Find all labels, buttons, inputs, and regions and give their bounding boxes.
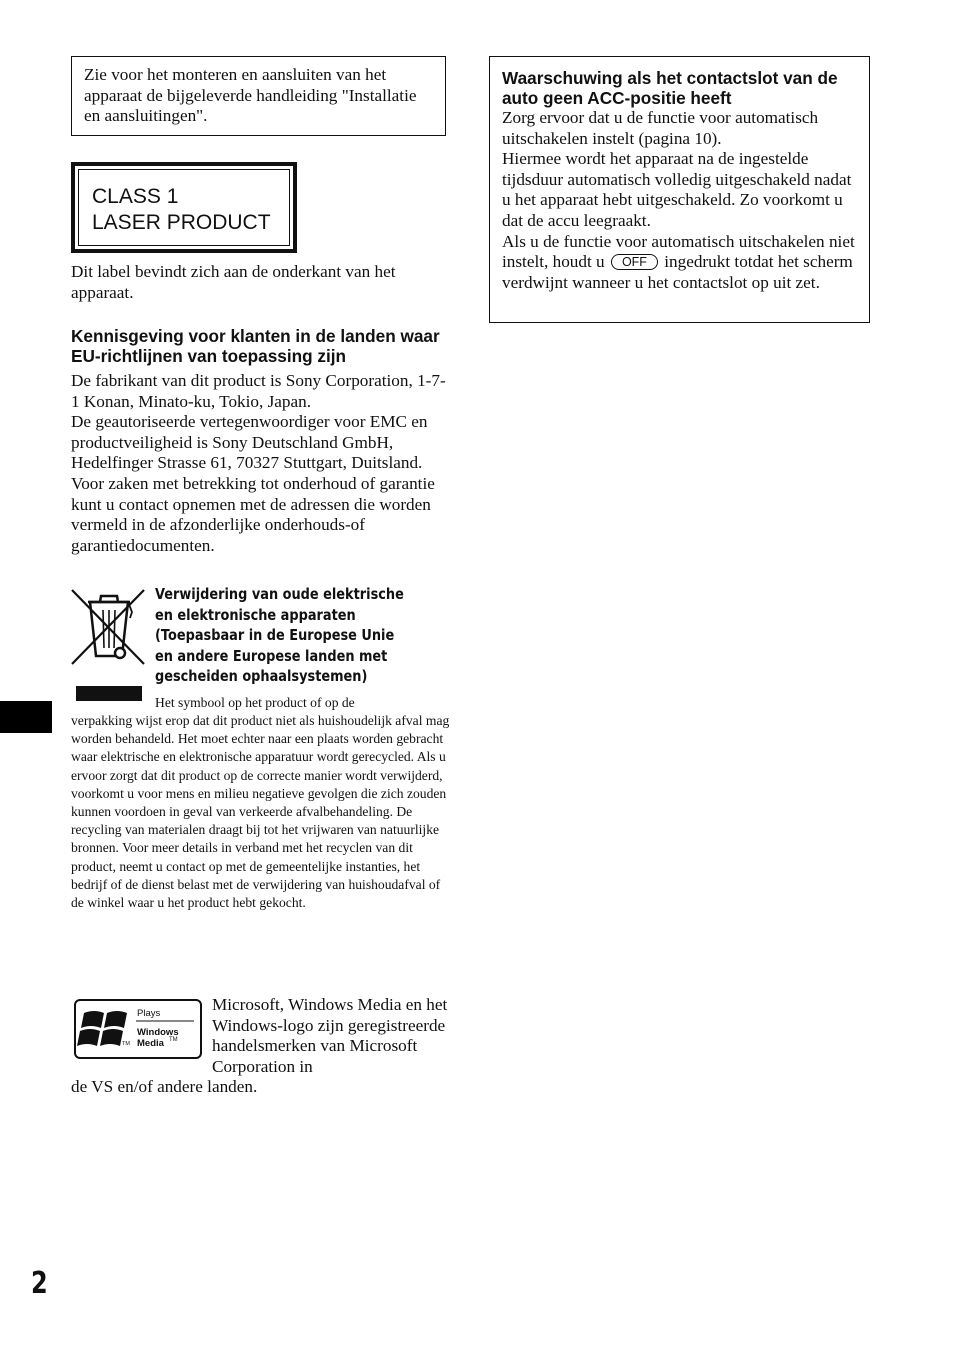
- logo-media-text: Media: [137, 1038, 164, 1049]
- acc-warning-p3-after: ingedrukt totdat het scherm verdwijnt wanneer u het contactslot op uit zet.: [502, 252, 853, 292]
- page-number: 2: [31, 1266, 48, 1301]
- laser-label-caption: Dit label bevindt zich aan de onderkant van het apparaat.: [71, 262, 396, 302]
- acc-warning-paragraph-1: Zorg ervoor dat u de functie voor automatisch uitschakelen instelt (pagina 10).: [502, 108, 819, 148]
- logo-plays-text: Plays: [137, 1008, 161, 1019]
- acc-warning-paragraph-3: [502, 232, 857, 294]
- windows-flag-icon: [77, 1011, 127, 1046]
- install-note-text: Zie voor het monteren en aansluiten van het apparaat de bijgeleverde handleiding "Installatie en aansluitingen".: [84, 65, 417, 126]
- eu-notice-heading: Kennisgeving voor klanten in de landen waar EU-richtlijnen van toepassing zijn: [71, 326, 440, 366]
- acc-warning-heading: Waarschuwing als het contactslot van de auto geen ACC-positie heeft: [502, 68, 838, 108]
- logo-windows-text: Windows: [137, 1027, 179, 1038]
- windows-media-trademark-text-end: de VS en/of andere landen.: [71, 1077, 258, 1096]
- laser-label-inner: [78, 169, 290, 246]
- plays-windows-media-logo: [74, 999, 202, 1059]
- windows-media-trademark-text: Microsoft, Windows Media en het Windows-logo zijn geregistreerde handelsmerken van Microsoft Corporation in: [212, 995, 448, 1076]
- crossed-out-wheelie-bin-icon: [70, 586, 148, 704]
- logo-media-tm: TM: [169, 1037, 178, 1043]
- off-button-key: OFF: [611, 254, 658, 270]
- acc-warning-p3-before: Als u de functie voor automatisch uitschakelen niet instelt, houdt u: [502, 231, 855, 272]
- acc-warning-box: [489, 56, 870, 323]
- eu-notice-paragraph-2: De geautoriseerde vertegenwoordiger voor EMC en productveiligheid is Sony Deutschland GmbH, Hedelfinger Strasse 61, 70327 Stuttgart, Duitsland. Voor zaken met betrekking tot onderhoud of garantie kunt u contact opnemen met de adressen die worden vermeld in de afzonderlijke onderhouds-of garantiedocumenten.: [71, 412, 435, 555]
- install-note-box: [71, 56, 446, 136]
- weee-heading: Verwijdering van oude elektrische en elektronische apparaten (Toepasbaar in de Europese Unie en andere Europese landen met gescheiden ophaalsystemen): [155, 585, 404, 686]
- eu-notice-body: [71, 371, 451, 556]
- laser-label-line2: LASER PRODUCT: [92, 211, 271, 234]
- acc-warning-body: [502, 108, 857, 293]
- eu-notice-paragraph-1: De fabrikant van dit product is Sony Corporation, 1-7-1 Konan, Minato-ku, Tokio, Japan.: [71, 371, 446, 411]
- weee-body: verpakking wijst erop dat dit product niet als huishoudelijk afval mag worden behandeld. Het moet echter naar een plaats worden gebracht waar elektrische en elektronische apparatuur wordt gerecycled. Als u ervoor zorgt dat dit product op de correcte manier wordt verwijderd, voorkomt u voor mens en milieu negatieve gevolgen die zich zouden kunnen voordoen in geval van verkeerde afvalbehandeling. De recycling van materialen draagt bij tot het vrijwaren van natuurlijke bronnen. Voor meer details in verband met het recyclen van dit product, neemt u contact op met de gemeentelijke instanties, het bedrijf of de dienst belast met de verwijdering van huishoudafval of de winkel waar u het product hebt gekocht.: [71, 713, 450, 911]
- logo-flag-tm: TM: [122, 1041, 130, 1047]
- section-tab-marker: [0, 701, 52, 733]
- laser-label-line1: CLASS 1: [92, 185, 179, 208]
- acc-warning-paragraph-2: Hiermee wordt het apparaat na de ingestelde tijdsduur automatisch volledig uitgeschakeld nadat u het apparaat hebt uitgeschakeld. Zo voorkomt u dat de accu leegraakt.: [502, 149, 852, 230]
- laser-product-label: [71, 162, 297, 253]
- weee-body-first-line: Het symbool op het product of op de: [155, 695, 355, 710]
